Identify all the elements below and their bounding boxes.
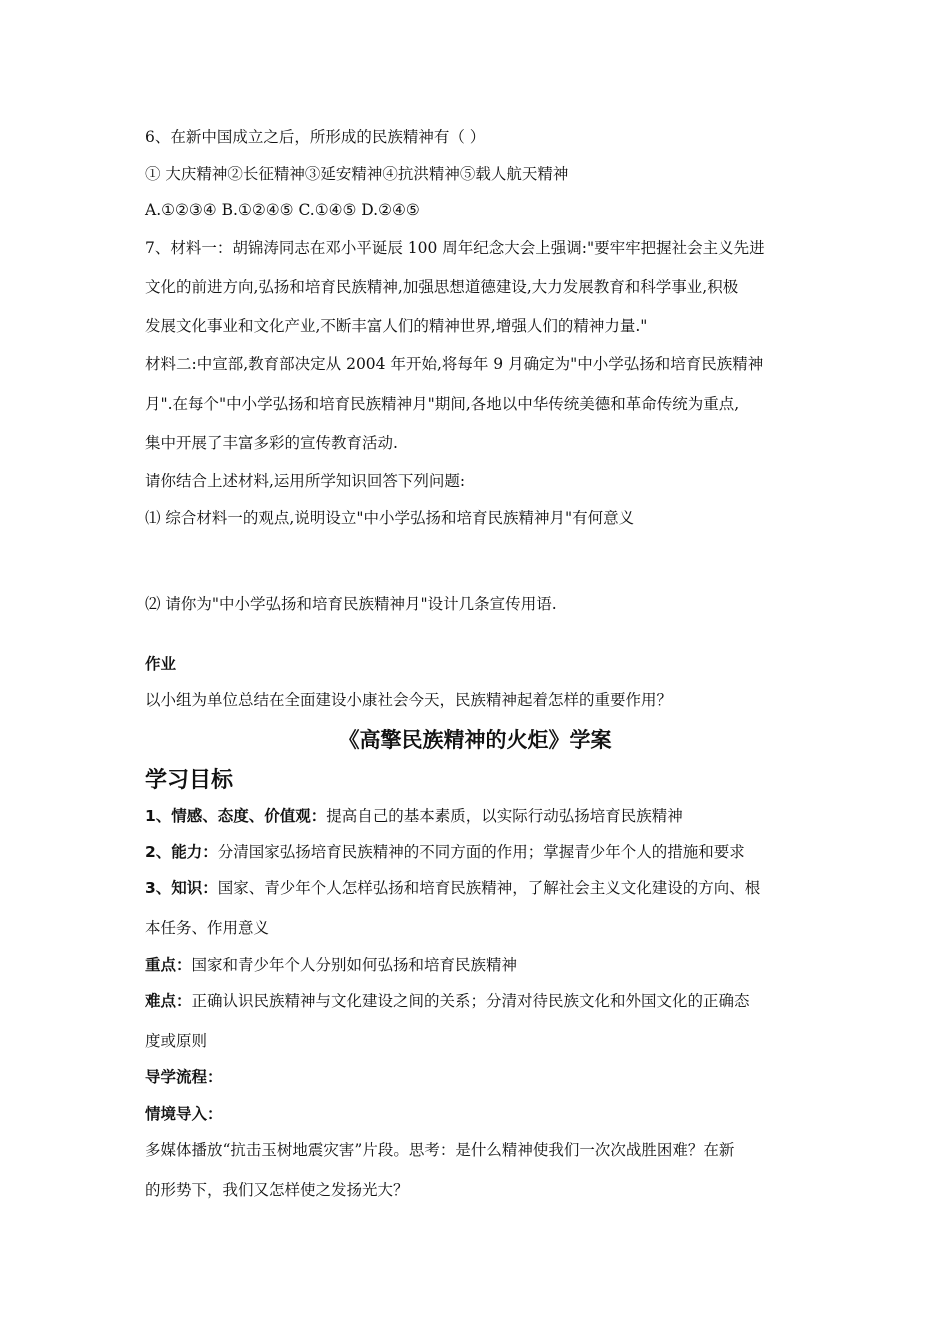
q6-options: A.①②③④ B.①②④⑤ C.①④⑤ D.②④⑤ — [145, 201, 420, 219]
q6-items: ① 大庆精神②长征精神③延安精神④抗洪精神⑤载人航天精神 — [145, 165, 569, 183]
objective-3-cont: 本任务、作用意义 — [145, 919, 270, 937]
objective-2 — [145, 842, 745, 862]
objective-2-text: 分清国家弘扬培育民族精神的不同方面的作用；掌握青少年个人的措施和要求 — [217, 843, 745, 861]
objectives-heading: 学习目标 — [145, 768, 234, 793]
objective-3 — [145, 878, 760, 898]
q7-material1-line1: 7、材料一：胡锦涛同志在邓小平诞辰 100 周年纪念大会上强调:"要牢牢把握社会主义先进 — [145, 239, 765, 257]
q7-material1-line3: 发展文化事业和文化产业,不断丰富人们的精神世界,增强人们的精神力量." — [145, 317, 648, 335]
q7-material2-line3: 集中开展了丰富多彩的宣传教育活动. — [145, 434, 398, 452]
objective-3-text: 国家、青少年个人怎样弘扬和培育民族精神，了解社会主义文化建设的方向、根 — [217, 879, 761, 897]
objective-2-label: 2、能力： — [145, 843, 218, 861]
key-point-text: 国家和青少年个人分别如何弘扬和培育民族精神 — [191, 956, 518, 974]
q7-material2-line1: 材料二:中宣部,教育部决定从 2004 年开始,将每年 9 月确定为"中小学弘扬和培育民族精神 — [145, 355, 764, 373]
difficult-point — [145, 991, 750, 1011]
key-point-label: 重点： — [145, 956, 192, 974]
objective-1 — [145, 806, 683, 826]
objective-1-text: 提高自己的基本素质，以实际行动弘扬培育民族精神 — [326, 807, 683, 825]
difficult-point-text: 正确认识民族精神与文化建设之间的关系；分清对待民族文化和外国文化的正确态 — [191, 992, 750, 1010]
intro-text-line2: 的形势下，我们又怎样使之发扬光大？ — [145, 1181, 409, 1199]
intro-heading: 情境导入： — [145, 1105, 223, 1123]
lesson-plan-title: 《高擎民族精神的火炬》学案 — [338, 728, 612, 752]
q6-stem: 6、在新中国成立之后，所形成的民族精神有（ ） — [145, 128, 486, 146]
q7-material2-line2: 月".在每个"中小学弘扬和培育民族精神月"期间,各地以中华传统美德和革命传统为重点, — [145, 395, 740, 413]
difficult-point-cont: 度或原则 — [145, 1032, 208, 1050]
q7-sub2: ⑵ 请你为"中小学弘扬和培育民族精神月"设计几条宣传用语. — [145, 595, 557, 613]
key-point — [145, 955, 517, 975]
homework-heading: 作业 — [145, 655, 177, 673]
q7-material1-line2: 文化的前进方向,弘扬和培育民族精神,加强思想道德建设,大力发展教育和科学事业,积极 — [145, 278, 739, 296]
flow-heading: 导学流程： — [145, 1068, 223, 1086]
intro-text-line1: 多媒体播放“抗击玉树地震灾害”片段。思考：是什么精神使我们一次次战胜困难？在新 — [145, 1141, 735, 1159]
difficult-point-label: 难点： — [145, 992, 192, 1010]
objective-3-label: 3、知识： — [145, 879, 218, 897]
q7-sub1: ⑴ 综合材料一的观点,说明设立"中小学弘扬和培育民族精神月"有何意义 — [145, 509, 635, 527]
q7-prompt: 请你结合上述材料,运用所学知识回答下列问题: — [145, 472, 466, 490]
homework-text: 以小组为单位总结在全面建设小康社会今天，民族精神起着怎样的重要作用？ — [145, 691, 673, 709]
objective-1-label: 1、情感、态度、价值观： — [145, 807, 327, 825]
